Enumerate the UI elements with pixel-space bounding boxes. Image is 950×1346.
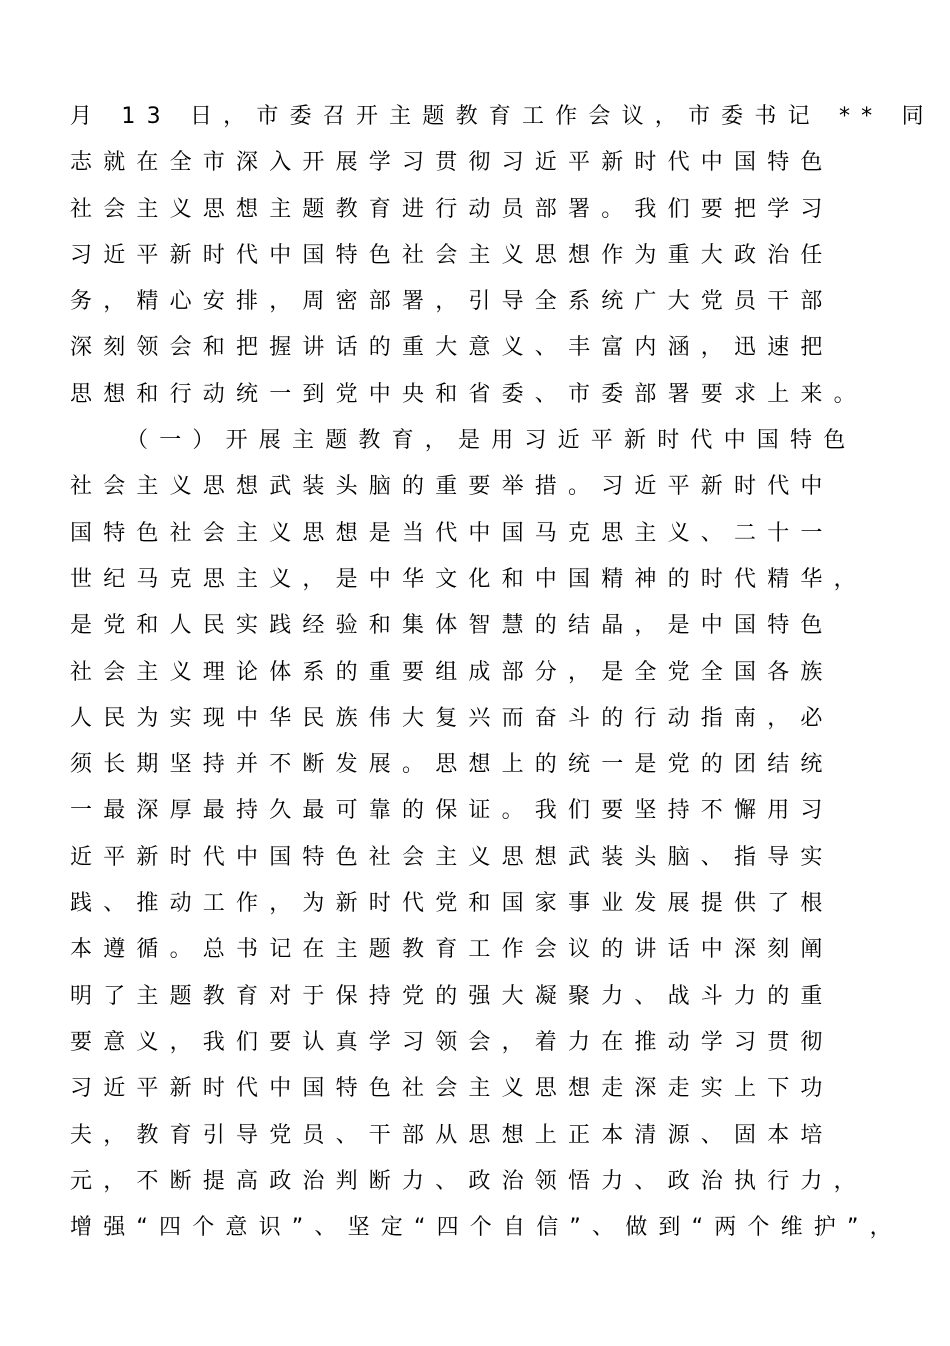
text-line-14: 人民为实现中华民族伟大复兴而奋斗的行动指南，必 bbox=[70, 705, 834, 731]
text-line-2: 志就在全市深入开展学习贯彻习近平新时代中国特色 bbox=[70, 150, 834, 176]
text-line-7: 思想和行动统一到党中央和省委、市委部署要求上来。 bbox=[70, 381, 867, 407]
text-line-22: 习近平新时代中国特色社会主义思想走深走实上下功 bbox=[70, 1076, 834, 1102]
text-line-1: 月 13 日，市委召开主题教育工作会议，市委书记 ** 同 bbox=[70, 104, 935, 129]
text-line-12: 是党和人民实践经验和集体智慧的结晶，是中国特色 bbox=[70, 613, 834, 639]
text-line-20: 明了主题教育对于保持党的强大凝聚力、战斗力的重 bbox=[70, 983, 834, 1009]
text-line-3: 社会主义思想主题教育进行动员部署。我们要把学习 bbox=[70, 196, 834, 222]
text-line-4: 习近平新时代中国特色社会主义思想作为重大政治任 bbox=[70, 242, 834, 268]
text-line-16: 一最深厚最持久最可靠的保证。我们要坚持不懈用习 bbox=[70, 798, 834, 824]
text-line-17: 近平新时代中国特色社会主义思想武装头脑、指导实 bbox=[70, 844, 834, 870]
text-line-6: 深刻领会和把握讲话的重大意义、丰富内涵，迅速把 bbox=[70, 335, 834, 361]
text-line-25: 增强“四个意识”、坚定“四个自信”、做到“两个维护”， bbox=[70, 1215, 903, 1241]
text-line-19: 本遵循。总书记在主题教育工作会议的讲话中深刻阐 bbox=[70, 937, 834, 963]
text-line-5: 务，精心安排，周密部署，引导全系统广大党员干部 bbox=[70, 289, 834, 315]
text-line-21: 要意义，我们要认真学习领会，着力在推动学习贯彻 bbox=[70, 1029, 834, 1055]
section-heading-line: （一）开展主题教育，是用习近平新时代中国特色 bbox=[126, 428, 857, 454]
text-line-23: 夫，教育引导党员、干部从思想上正本清源、固本培 bbox=[70, 1122, 834, 1148]
text-line-11: 世纪马克思主义，是中华文化和中国精神的时代精华， bbox=[70, 566, 867, 592]
text-line-9: 社会主义思想武装头脑的重要举措。习近平新时代中 bbox=[70, 474, 834, 500]
text-line-18: 践、推动工作，为新时代党和国家事业发展提供了根 bbox=[70, 891, 834, 917]
text-line-15: 须长期坚持并不断发展。思想上的统一是党的团结统 bbox=[70, 752, 834, 778]
text-line-13: 社会主义理论体系的重要组成部分，是全党全国各族 bbox=[70, 659, 834, 685]
text-line-10: 国特色社会主义思想是当代中国马克思主义、二十一 bbox=[70, 520, 834, 546]
document-body bbox=[70, 94, 935, 1251]
text-line-24: 元，不断提高政治判断力、政治领悟力、政治执行力， bbox=[70, 1168, 867, 1194]
